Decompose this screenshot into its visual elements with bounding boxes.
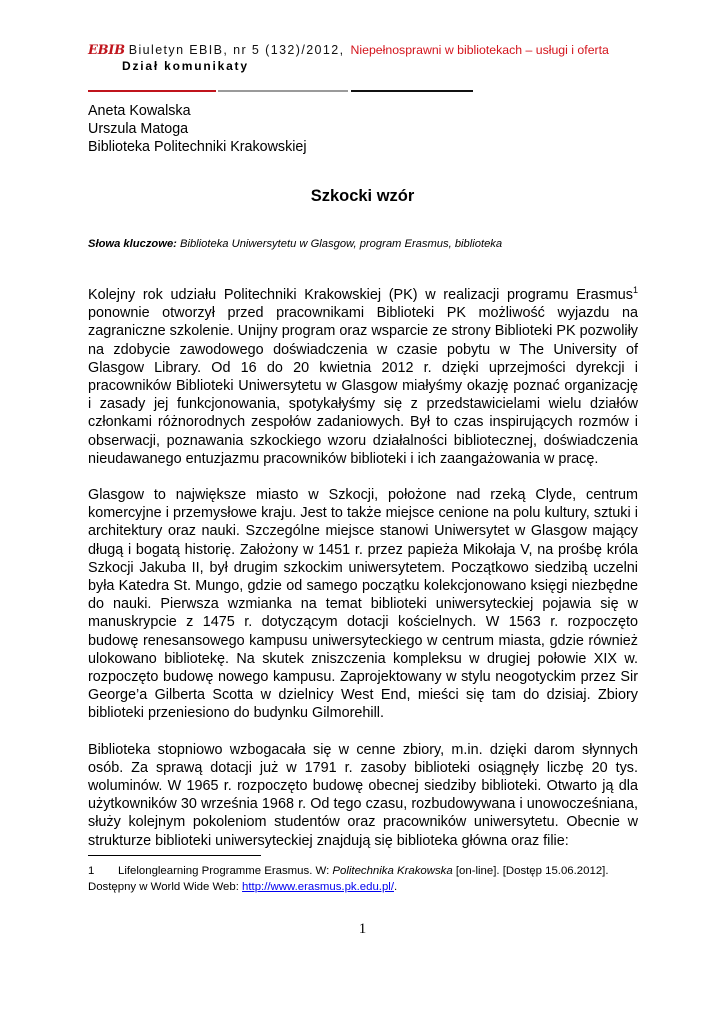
footnote-ref[interactable]: 1 (632, 285, 638, 295)
footnote-text: [on-line]. [Dostęp 15.06.2012]. Dostępny w World Wide Web: (88, 865, 609, 893)
author-name: Urszula Matoga (88, 121, 189, 137)
authors-block (88, 102, 307, 156)
author-name: Aneta Kowalska (88, 103, 191, 119)
header-rule-grey (218, 90, 348, 92)
section-name: Dział komunikaty (122, 59, 249, 73)
keywords-label: Słowa kluczowe: (88, 238, 177, 250)
paragraph-text: ponownie otworzył przed pracownikami Biblioteki PK możliwość wyjazdu na zagraniczne szkolenie. Unijny program oraz wsparcie ze strony Biblioteki PK pozwoliły na zdobycie zawodowego doświadczenia w czasie pobytu w The University of Glasgow Library. Od 16 do 20 kwietnia 2012 r. dzięki uprzejmości dyrekcji i pracowników Biblioteki Uniwersytetu w Glasgow miałyśmy okazję poznać organizację i zasady jej funkcjonowania, spotykałyśmy się z przedstawicielami wielu działów członkami różnorodnych zespołów zadaniowych. Był to czas inspirujących rozmów i obserwacji, poznawania szkockiego wzoru działalności bibliotecznej, doświadczenia nieudawanego entuzjazmu pracowników biblioteki i ich zaangażowania w pracę. (88, 305, 638, 467)
footnote (88, 863, 633, 895)
footnote-separator (88, 855, 261, 856)
author-affiliation: Biblioteka Politechniki Krakowskiej (88, 139, 307, 155)
running-header (88, 43, 648, 73)
page-number: 1 (358, 921, 367, 937)
footnote-source: Politechnika Krakowska (332, 865, 453, 877)
paragraph (88, 286, 638, 468)
issue-topic: Niepełnosprawni w bibliotekach – usługi i oferta (350, 43, 609, 57)
bulletin-info: Biuletyn EBIB, nr 5 (132)/2012, (128, 43, 345, 57)
ebib-logo: EBIB (88, 43, 125, 58)
header-rule-red (88, 90, 216, 92)
paragraph: Biblioteka stopniowo wzbogacała się w cenne zbiory, m.in. dzięki darom słynnych osób. Za sprawą dotacji już w 1791 r. zasoby biblioteki osiągnęły liczbę 20 tys. woluminów. W 1965 r. rozpoczęto budowę obecnej siedziby biblioteki. Otwarto ją dla użytkowników 30 września 1968 r. Od tego czasu, rozbudowywana i unowocześniana, służy kolejnym pokoleniom studentów oraz pracowników uniwersytetu. Obecnie w strukturze biblioteki uniwersyteckiej znajdują się biblioteka główna oraz filie: (88, 741, 638, 849)
keywords-value: Biblioteka Uniwersytetu w Glasgow, program Erasmus, biblioteka (176, 238, 503, 250)
header-rule-black (351, 90, 473, 92)
footnote-number: 1 (88, 865, 95, 877)
paragraph: Glasgow to największe miasto w Szkocji, położone nad rzeką Clyde, centrum komercyjne i przemysłowe kraju. Jest to także miejsce cenione na polu kultury, sztuki i architektury oraz nauki. Szczególne miejsce stanowi Uniwersytet w Glasgow mający długą i bogatą historię. Założony w 1451 r. przez papieża Mikołaja V, na prośbę króla Szkocji Jakuba II, był drugim szkockim uniwersytetem. Początkowo siedzibą uczelni była Katedra St. Mungo, gdzie od samego początku kolekcjonowano księgi niezbędne do nauki. Pierwsza wzmianka na temat biblioteki uniwersyteckiej pojawia się w manuskrypcie z 1475 r. dotyczącym dotacji kościelnych. W 1563 r. rozpoczęto budowę renesansowego kampusu uniwersyteckiego w centrum miasta, gdzie również ulokowano bibliotekę. Na skutek zniszczenia kompleksu w drugiej połowie XIX w. rozpoczęto budowę nowego kampusu. Zaprojektowany w stylu neogotyckim przez Sir George’a Gilberta Scotta w dzielnicy West End, mieści się tam do dzisiaj. Zbiory biblioteki przeniesiono do budynku Gilmorehill. (88, 487, 638, 722)
footnote-text: Lifelonglearning Programme Erasmus. W: (118, 865, 333, 877)
article-title: Szkocki wzór (310, 187, 415, 205)
article-body (88, 286, 638, 868)
footnote-link[interactable]: http://www.erasmus.pk.edu.pl/ (242, 881, 394, 893)
keywords-line (88, 238, 502, 250)
paragraph-text: Kolejny rok udziału Politechniki Krakowskiej (PK) w realizacji programu Erasmus (88, 287, 633, 303)
footnote-text: . (394, 881, 398, 893)
